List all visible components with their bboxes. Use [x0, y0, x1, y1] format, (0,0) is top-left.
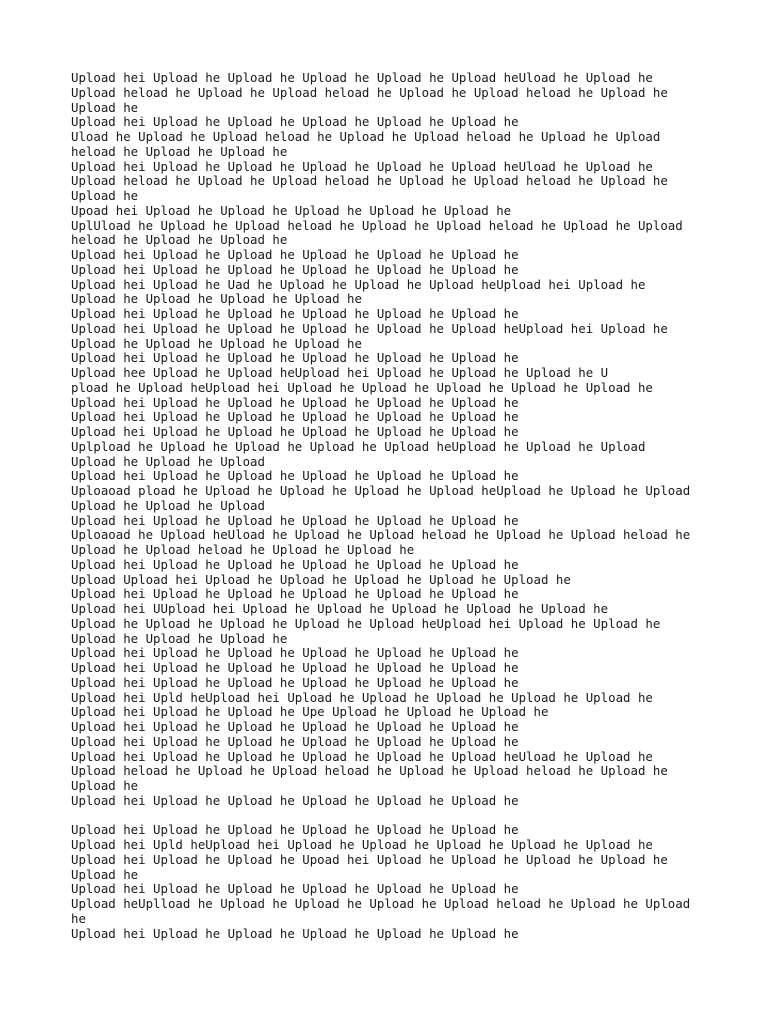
- text-line: Upload heload he Upload he Upload heload he Upload he Upload heload he Upload he: [71, 173, 668, 189]
- text-line: Upload hei Upload he Upload he Upload he Upload he Upload he: [71, 468, 519, 484]
- text-line: Upload hei Upld heUpload hei Upload he Upload he Upload he Upload he Upload he: [71, 689, 653, 705]
- text-line: Upload heload he Upload he Upload heload he Upload he Upload heload he Upload he: [71, 763, 668, 779]
- text-line: Upload hei Upload he Upload he Upload he Upload he Upload he: [71, 674, 519, 690]
- text-line: Upload hei Upload he Upload he Upload he Upload he Upload heUload he Upload he: [71, 748, 653, 764]
- text-line: Upload hei Upload he Upload he Upload he Upload he Upload he: [71, 586, 519, 602]
- text-line: Upload Upload hei Upload he Upload he Upload he Upload he Upload he: [71, 571, 571, 587]
- text-line: heload he Upload he Upload he: [71, 232, 288, 248]
- text-line: Upload he Upload heload he Upload he Upload he: [71, 542, 415, 557]
- text-line: Upload heUplload he Upload he Upload he Upload he Upload heload he Upload he Upload: [71, 896, 691, 911]
- text-line: Upload hei Upload he Upload he Upload he Upload he Upload he: [71, 247, 519, 262]
- text-line: Upload he Upload he Upload he Upload he Upload heUpload hei Upload he Upload he: [71, 615, 661, 631]
- text-line: Uploaoad he Upload heUload he Upload he Upload heload he Upload he Upload heload he: [71, 527, 691, 543]
- text-line: Upload hei Upload he Upload he Upload he Upload he Upload he: [71, 409, 519, 425]
- text-line: Upload hei Upload he Upload he Upload he Upload he Upload he: [71, 925, 519, 941]
- text-line: Upload hei Upload he Upload he Upload he Upload he Upload he: [71, 394, 519, 410]
- text-line: Upload hei Upload he Upload he Upload he Upload he Upload he: [71, 350, 519, 366]
- document-body-text: [71, 71, 711, 941]
- text-line: Upload hei Upload he Upload he Upload he Upload he Upload he: [71, 881, 519, 897]
- text-line: Upload hei Upload he Upload he Upoad hei Upload he Upload he Upload he Upload he: [71, 851, 668, 867]
- text-line: Upload hei Upload he Upload he Upload he Upload he Upload he: [71, 645, 519, 661]
- text-line: Upload he Upload he Upload: [71, 497, 265, 513]
- text-line: pload he Upload heUpload hei Upload he Upload he Upload he Upload he Upload he: [71, 379, 653, 395]
- text-line: Upload hei Upload he Upload he Upload he Upload he Upload he: [71, 733, 519, 749]
- text-line: [71, 809, 711, 824]
- text-line: Upload he Upload he Upload he: [71, 630, 288, 646]
- text-line: Upload hei Upload he Upload he Upload he Upload he Upload he: [71, 556, 519, 572]
- text-line: Upload hei Upload he Upload he Upload he Upload he Upload heUload he Upload he: [71, 158, 653, 174]
- text-line: Upload hei Upload he Upload he Upload he Upload he Upload he: [71, 512, 519, 528]
- text-line: Upload hei UUpload hei Upload he Upload he Upload he Upload he Upload he: [71, 601, 609, 616]
- text-line: UplUload he Upload he Upload heload he Upload he Upload heload he Upload he Upload: [71, 217, 683, 233]
- text-line: Upload he: [71, 778, 139, 793]
- text-line: Upload hei Upload he Upload he Upload he Upload he Upload he: [71, 114, 519, 130]
- text-line: Upoad hei Upload he Upload he Upload he Upload he Upload he: [71, 202, 512, 218]
- text-line: Upload he Upload he Upload he Upload he: [71, 291, 362, 307]
- text-line: Upload he: [71, 866, 139, 882]
- text-line: Upload hei Upload he Uad he Upload he Upload he Upload heUpload hei Upload he: [71, 276, 646, 292]
- text-line: Upload he Upload he Upload he Upload he: [71, 335, 362, 351]
- text-line: Uload he Upload he Upload heload he Upload he Upload heload he Upload he Upload: [71, 129, 661, 144]
- text-line: Upload he: [71, 188, 139, 203]
- text-line: Upload hei Upload he Upload he Upload he Upload he Upload he: [71, 822, 519, 838]
- text-line: Upload hei Upload he Upload he Upload he Upload he Upload he: [71, 424, 519, 439]
- text-line: Upload he: [71, 99, 139, 115]
- text-line: Upload hei Upload he Upload he Upload he Upload he Upload he: [71, 719, 519, 734]
- text-line: Upload hei Upload he Upload he Upload he Upload he Upload he: [71, 660, 519, 675]
- text-line: Uploaoad pload he Upload he Upload he Upload he Upload heUpload he Upload he Upload: [71, 483, 691, 498]
- text-line: Upload hei Upld heUpload hei Upload he Upload he Upload he Upload he Upload he: [71, 837, 653, 852]
- text-line: Upload hei Upload he Upload he Upload he Upload he Upload heUpload hei Upload he: [71, 320, 668, 336]
- text-line: Upload hei Upload he Upload he Upload he Upload he Upload heUload he Upload he: [71, 70, 653, 85]
- text-line: Upload heload he Upload he Upload heload he Upload he Upload heload he Upload he: [71, 84, 668, 100]
- text-line: Upload hei Upload he Upload he Upload he Upload he Upload he: [71, 306, 519, 321]
- text-line: Upload he Upload he Upload: [71, 453, 265, 469]
- text-line: heload he Upload he Upload he: [71, 143, 288, 159]
- text-line: Upload hee Upload he Upload heUpload hei Upload he Upload he Upload he U: [71, 365, 609, 380]
- text-line: Upload hei Upload he Upload he Upload he Upload he Upload he: [71, 792, 519, 808]
- text-line: Uplpload he Upload he Upload he Upload he Upload heUpload he Upload he Upload: [71, 438, 646, 454]
- text-line: Upload hei Upload he Upload he Upload he Upload he Upload he: [71, 261, 519, 277]
- text-line: Upload hei Upload he Upload he Upe Upload he Upload he Upload he: [71, 704, 549, 720]
- text-line: he: [71, 910, 86, 926]
